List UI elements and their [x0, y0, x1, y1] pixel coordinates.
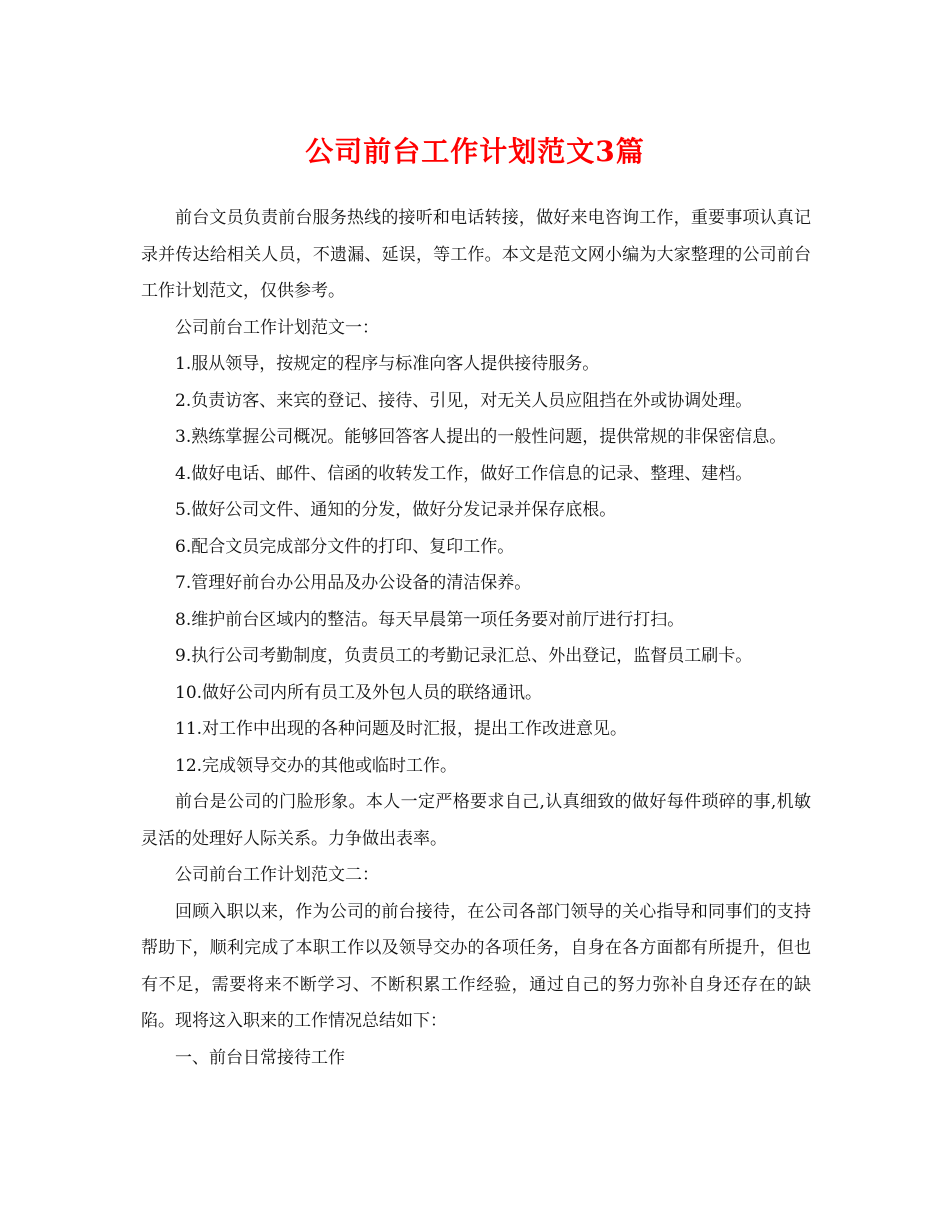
list-item: 4.做好电话、邮件、信函的收转发工作，做好工作信息的记录、整理、建档。 — [175, 463, 753, 484]
section-heading-1: 公司前台工作计划范文一： — [175, 317, 379, 338]
subsection-heading: 一、前台日常接待工作 — [175, 1047, 345, 1068]
list-item: 12.完成领导交办的其他或临时工作。 — [175, 755, 458, 776]
list-item: 3.熟练掌握公司概况。能够回答客人提出的一般性问题，提供常规的非保密信息。 — [175, 427, 787, 447]
list-item: 7.管理好前台办公用品及办公设备的清洁保养。 — [175, 573, 532, 593]
document-body — [141, 200, 811, 1076]
intro-paragraph: 前台文员负责前台服务热线的接听和电话转接，做好来电咨询工作，重要事项认真记录并传达给相关人员，不遗漏、延误，等工作。本文是范文网小编为大家整理的公司前台工作计划范文，仅供参考。 — [141, 208, 811, 301]
list-item: 10.做好公司内所有员工及外包人员的联络通讯。 — [175, 682, 543, 703]
list-item: 8.维护前台区域内的整洁。每天早晨第一项任务要对前厅进行打扫。 — [175, 609, 685, 630]
closing-paragraph: 前台是公司的门脸形象。本人一定严格要求自己,认真细致的做好每件琐碎的事,机敏灵活的处理好人际关系。力争做出表率。 — [141, 792, 811, 849]
review-paragraph: 回顾入职以来，作为公司的前台接待，在公司各部门领导的关心指导和同事们的支持帮助下，顺利完成了本职工作以及领导交办的各项任务，自身在各方面都有所提升，但也有不足，需要将来不断学习、不断积累工作经验，通过自己的努力弥补自身还存在的缺陷。现将这入职来的工作情况总结如下： — [141, 901, 811, 1031]
list-item: 11.对工作中出现的各种问题及时汇报，提出工作改进意见。 — [175, 719, 628, 739]
list-item: 9.执行公司考勤制度，负责员工的考勤记录汇总、外出登记，监督员工刷卡。 — [175, 646, 753, 666]
document-title: 公司前台工作计划范文3篇 — [305, 135, 645, 168]
list-item: 5.做好公司文件、通知的分发，做好分发记录并保存底根。 — [175, 500, 617, 520]
list-item: 1.服从领导，按规定的程序与标准向客人提供接待服务。 — [175, 354, 600, 374]
section-heading-2: 公司前台工作计划范文二： — [175, 865, 379, 885]
list-item: 6.配合文员完成部分文件的打印、复印工作。 — [175, 536, 515, 557]
list-item: 2.负责访客、来宾的登记、接待、引见，对无关人员应阻挡在外或协调处理。 — [175, 390, 753, 411]
